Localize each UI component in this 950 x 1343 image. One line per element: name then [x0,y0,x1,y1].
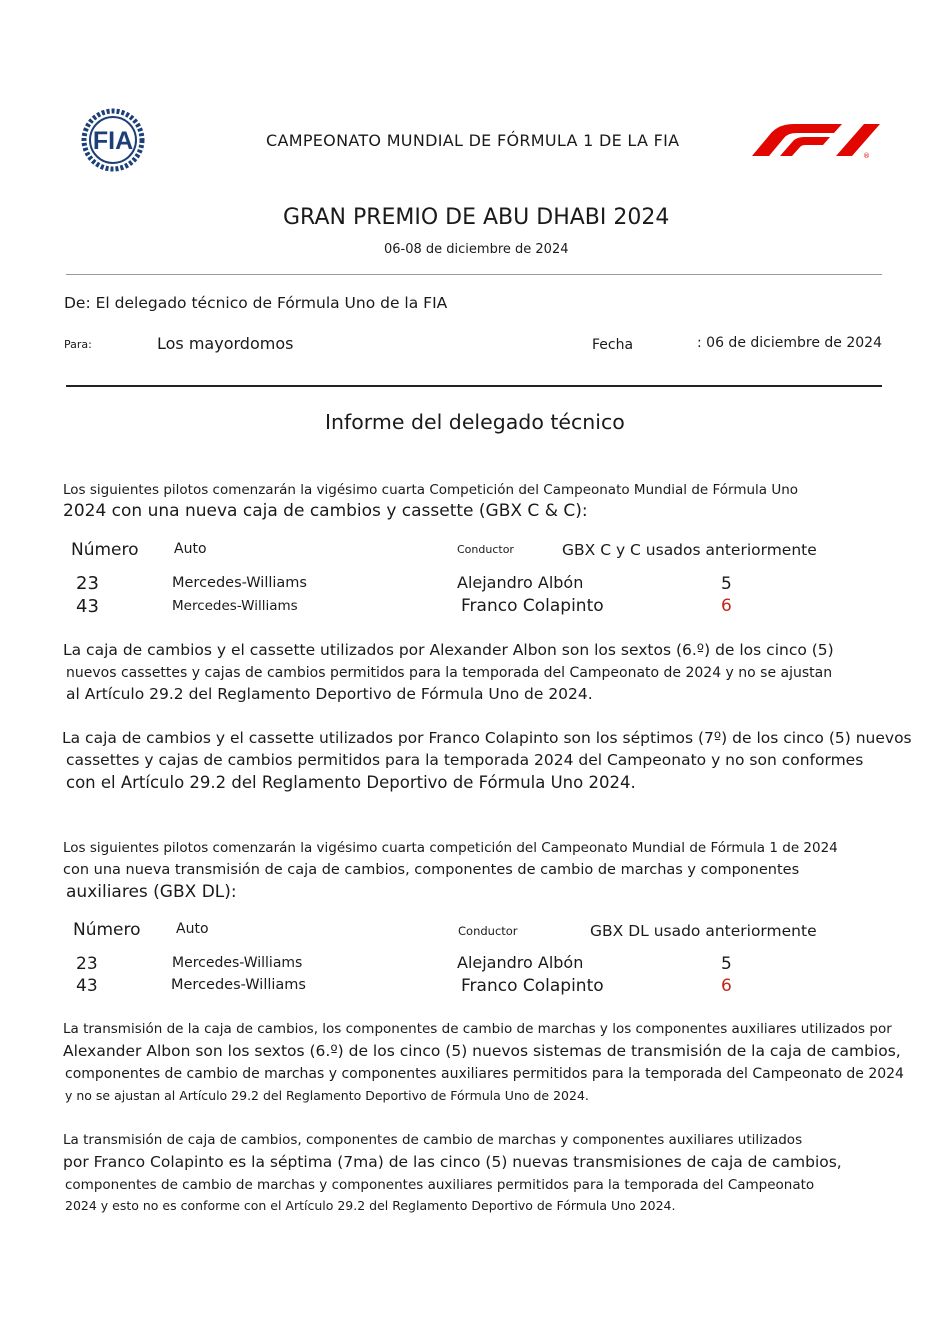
row-driver: Alejandro Albón [457,573,584,592]
row-used: 6 [721,976,732,996]
paragraph-line: componentes de cambio de marchas y componentes auxiliares permitidos para la temporada del Campeonato de 2024 [65,1066,904,1082]
paragraph-line: Alexander Albon son los sextos (6.º) de los cinco (5) nuevos sistemas de transmisión de la caja de cambios, [63,1042,901,1060]
divider-top [66,274,882,275]
paragraph-line: con el Artículo 29.2 del Reglamento Deportivo de Fórmula Uno 2024. [66,773,636,792]
row-car: Mercedes-Williams [172,955,303,971]
row-driver: Alejandro Albón [457,953,584,972]
section1-intro-line2: 2024 con una nueva caja de cambios y cassette (GBX C & C): [63,501,588,521]
row-car: Mercedes-Williams [171,977,306,993]
table-header-used: GBX C y C usados anteriormente [562,541,817,559]
table-header-car: Auto [174,541,207,557]
table-header-driver: Conductor [457,543,514,556]
divider-memo [66,385,882,387]
memo-to-label: Para: [64,338,92,351]
table-header-car: Auto [176,921,209,937]
row-car: Mercedes-Williams [172,598,298,614]
row-number: 23 [76,573,99,594]
memo-date-value: : 06 de diciembre de 2024 [697,335,882,351]
paragraph-line: nuevos cassettes y cajas de cambios permitidos para la temporada del Campeonato de 2024 y no se ajustan [66,665,833,681]
table-header-number: Número [71,540,139,560]
paragraph-line: La caja de cambios y el cassette utilizados por Franco Colapinto son los séptimos (7º) de los cinco (5) nuevos [62,729,912,747]
paragraph-line: y no se ajustan al Artículo 29.2 del Reglamento Deportivo de Fórmula Uno de 2024. [65,1088,589,1103]
row-used: 5 [721,574,732,594]
paragraph-line: cassettes y cajas de cambios permitidos para la temporada 2024 del Campeonato y no son conformes [66,751,864,769]
event-title: GRAN PREMIO DE ABU DHABI 2024 [283,205,670,230]
event-dates: 06-08 de diciembre de 2024 [384,242,569,257]
paragraph-line: al Artículo 29.2 del Reglamento Deportivo de Fórmula Uno de 2024. [66,685,593,703]
fia-logo-text: FIA [92,127,134,155]
paragraph-line: 2024 y esto no es conforme con el Artículo 29.2 del Reglamento Deportivo de Fórmula Uno 2024. [65,1198,676,1213]
section1-intro-line1: Los siguientes pilotos comenzarán la vigésimo cuarta Competición del Campeonato Mundial de Fórmula Uno [63,482,799,498]
svg-text:®: ® [863,152,870,160]
report-title: Informe del delegado técnico [325,410,625,434]
row-driver: Franco Colapinto [461,596,604,616]
fia-logo [66,108,160,172]
section2-intro-line2: con una nueva transmisión de caja de cambios, componentes de cambio de marchas y componentes [63,862,800,878]
row-number: 43 [76,596,99,617]
row-car: Mercedes-Williams [172,575,307,591]
row-driver: Franco Colapinto [461,976,604,996]
memo-from: De: El delegado técnico de Fórmula Uno de la FIA [64,294,448,312]
section2-intro-line1: Los siguientes pilotos comenzarán la vigésimo cuarta competición del Campeonato Mundial de Fórmula 1 de 2024 [63,840,838,856]
row-number: 23 [76,954,98,974]
paragraph-line: por Franco Colapinto es la séptima (7ma) de las cinco (5) nuevas transmisiones de caja de cambios, [63,1153,842,1171]
f1-logo [750,120,885,162]
table-header-number: Número [73,920,141,940]
paragraph-line: La transmisión de caja de cambios, componentes de cambio de marchas y componentes auxiliares utilizados [63,1132,803,1148]
section2-intro-line3: auxiliares (GBX DL): [66,882,237,902]
championship-title: CAMPEONATO MUNDIAL DE FÓRMULA 1 DE LA FIA [266,131,680,150]
row-number: 43 [76,976,98,996]
memo-date-label: Fecha [592,337,634,353]
paragraph-line: La transmisión de la caja de cambios, los componentes de cambio de marchas y los componentes auxiliares utilizados por [63,1021,892,1037]
row-used: 5 [721,954,732,974]
table-header-driver: Conductor [458,924,518,938]
table-header-used: GBX DL usado anteriormente [590,922,817,940]
paragraph-line: La caja de cambios y el cassette utilizados por Alexander Albon son los sextos (6.º) de los cinco (5) [63,641,834,659]
paragraph-line: componentes de cambio de marchas y componentes auxiliares permitidos para la temporada del Campeonato [65,1177,815,1193]
row-used: 6 [721,596,732,616]
memo-to-value: Los mayordomos [157,334,294,353]
